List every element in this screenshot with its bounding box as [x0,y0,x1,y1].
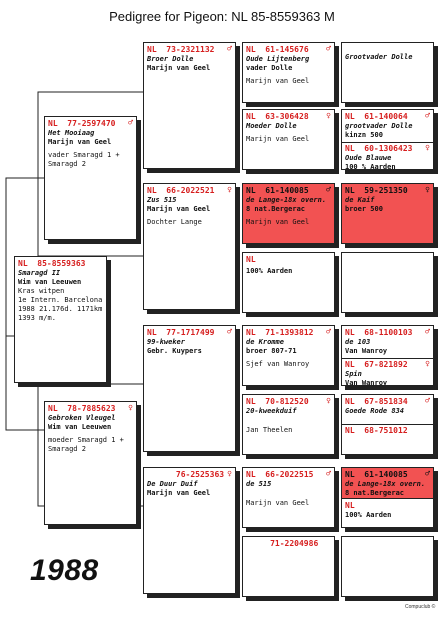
bird-card-ss[interactable]: NL 73-2321132 ♂ Broer Dolle Marijn van Geel [143,42,236,169]
female-icon: ♀ [425,143,430,152]
bird-card-dss[interactable]: NL 71-1393812 ♂ de Kromme broer 807-71 Sjef van Wanroy [242,325,335,386]
bird-card-sire[interactable]: NL 77-2597470 ♂ Het Mooiaag Marijn van Geel vader Smaragd 1 + Smaragd 2 [44,116,137,240]
male-icon: ♂ [128,118,133,127]
footer-credit: Compuclub © [405,604,436,610]
female-icon: ♀ [227,469,232,478]
bird-card-g6[interactable]: NL 67-851834 ♂ Goede Rode 834 NL 68-751012 [341,394,434,455]
bird-card-sdd[interactable]: NL 100% Aarden [242,252,335,313]
page-title: Pedigree for Pigeon: NL 85-8559363 M [109,9,335,24]
bird-card-dds[interactable]: NL 66-2022515 ♂ de 515 Marijn van Geel [242,467,335,528]
bird-card-g4[interactable] [341,252,434,313]
bird-card-g2[interactable]: NL 61-140064 ♂ grootvader Dolle kinzn 500 NL 60-1306423 ♀ Oude Blauwe 100 % Aarden [341,109,434,170]
bird-card-dam[interactable]: NL 78-7885623 ♀ Gebroken Vleugel Wim van Leeuwen moeder Smaragd 1 + Smaragd 2 [44,401,137,525]
bird-card-ds[interactable]: NL 77-1717499 ♂ 99-kweker Gebr. Kuypers [143,325,236,452]
bird-card-subject[interactable]: NL 85-8559363 Smaragd II Wim van Leeuwen Kras witpen 1e Intern. Barcelona 1988 21.176d. 1171km 1393 m/m. [14,256,107,383]
male-icon: ♂ [425,327,430,336]
female-icon: ♀ [425,185,430,194]
bird-card-g5[interactable]: NL 68-1100103 ♂ de 103 Van Wanroy NL 67-821892 ♀ Spin Van Wanroy [341,325,434,386]
female-icon: ♀ [128,403,133,412]
bird-card-ddd[interactable]: 71-2204986 [242,536,335,597]
male-icon: ♂ [425,111,430,120]
bird-card-g3[interactable]: NL 59-251350 ♀ de Kaif broer 500 [341,183,434,244]
year-label: 1988 [30,554,99,587]
bird-card-sds[interactable]: NL 61-140085 ♂ de Lange-18x overn. 8 nat.Bergerac Marijn van Geel [242,183,335,244]
male-icon: ♂ [227,327,232,336]
male-icon: ♂ [326,185,331,194]
male-icon: ♂ [227,44,232,53]
bird-card-g8[interactable] [341,536,434,597]
male-icon: ♂ [425,396,430,405]
bird-card-g7[interactable]: NL 61-140085 ♂ de Lange-18x overn. 8 nat.Bergerac NL 100% Aarden [341,467,434,528]
female-icon: ♀ [227,185,232,194]
female-icon: ♀ [425,359,430,368]
female-icon: ♀ [326,111,331,120]
male-icon: ♂ [425,469,430,478]
male-icon: ♂ [326,44,331,53]
bird-card-sd[interactable]: NL 66-2022521 ♀ Zus 515 Marijn van Geel Dochter Lange [143,183,236,310]
bird-card-ssd[interactable]: NL 63-306428 ♀ Moeder Dolle Marijn van Geel [242,109,335,170]
bird-card-dsd[interactable]: NL 70-812520 ♀ 20-kweekduif Jan Theelen [242,394,335,455]
male-icon: ♂ [326,469,331,478]
bird-card-sss[interactable]: NL 61-145676 ♂ Oude Lijtenberg vader Dolle Marijn van Geel [242,42,335,103]
bird-card-dd[interactable]: 76-2525363 ♀ De Duur Duif Marijn van Geel [143,467,236,594]
bird-card-g1[interactable]: Grootvader Dolle [341,42,434,103]
male-icon: ♂ [326,327,331,336]
female-icon: ♀ [326,396,331,405]
